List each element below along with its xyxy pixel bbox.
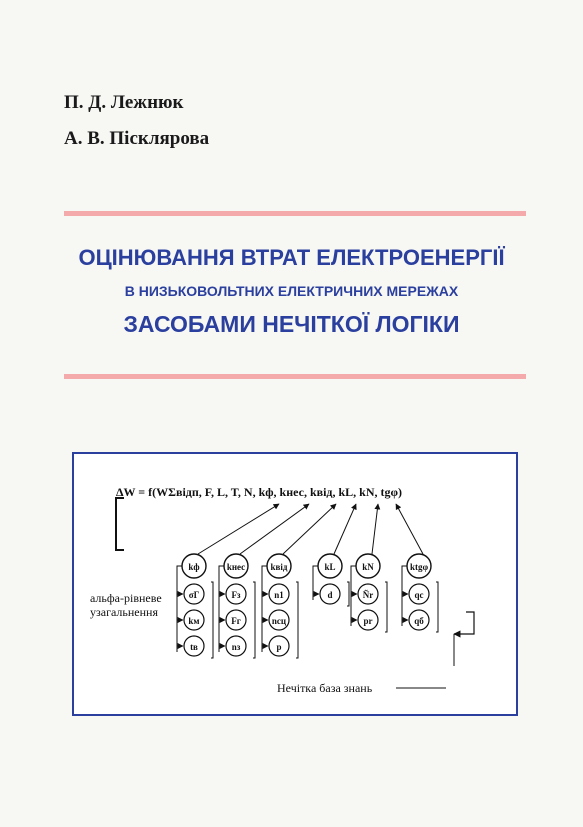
sub-node-label-1-0: Fз — [231, 590, 241, 600]
arrow-2 — [283, 504, 336, 554]
arrow-1 — [240, 504, 309, 554]
sub-node-label-0-0: σΓ — [188, 590, 200, 600]
bracket-0 — [177, 566, 182, 652]
sub-node-label-1-2: nз — [231, 642, 241, 652]
bracket-right-5 — [436, 582, 438, 632]
authors — [64, 92, 209, 164]
title-line-3: ЗАСОБАМИ НЕЧІТКОЇ ЛОГІКИ — [123, 311, 460, 337]
top-node-label-5: ktgφ — [409, 562, 429, 572]
arrow-3 — [334, 504, 356, 554]
sub-node-label-2-0: n1 — [274, 590, 284, 600]
arrow-0 — [198, 504, 279, 554]
arrow-4 — [372, 504, 378, 554]
bracket-right-1 — [253, 582, 255, 658]
formula-bracket — [116, 498, 124, 550]
sub-node-label-4-1: pr — [363, 616, 373, 626]
author-1: П. Д. Лежнюк — [64, 92, 184, 113]
sub-node-label-3-0: d — [327, 590, 333, 600]
bracket-5 — [402, 566, 407, 626]
sub-node-label-1-1: Fг — [231, 616, 241, 626]
bracket-right-0 — [211, 582, 213, 658]
bracket-4 — [351, 566, 356, 626]
top-node-label-2: kвід — [270, 562, 288, 572]
formula-text: ΔW = f(WΣвідп, F, L, T, N, kф, kнес, kвід, kL, kN, tgφ) — [116, 485, 402, 499]
sub-node-label-5-1: qб — [414, 616, 424, 626]
fuzzy-nodes — [177, 504, 438, 658]
top-node-label-0: kф — [188, 562, 200, 572]
cover-diagram — [72, 452, 518, 716]
top-node-label-1: kнес — [226, 562, 246, 572]
feedback-arrow — [454, 612, 474, 634]
bracket-right-3 — [347, 582, 349, 606]
diagram-svg — [74, 454, 516, 714]
bracket-3 — [313, 566, 318, 600]
arrow-5 — [396, 504, 423, 554]
title-line-2: В НИЗЬКОВОЛЬТНИХ ЕЛЕКТРИЧНИХ МЕРЕЖАХ — [124, 283, 459, 299]
sub-node-label-2-1: nсц — [271, 616, 287, 626]
label-alpha-level: альфа-рівневе — [90, 591, 162, 605]
sub-node-label-5-0: qс — [414, 590, 424, 600]
sub-node-label-2-2: p — [276, 642, 282, 652]
bracket-2 — [262, 566, 267, 652]
title-line-1: ОЦІНЮВАННЯ ВТРАТ ЕЛЕКТРОЕНЕРГІЇ — [78, 245, 505, 270]
bracket-1 — [219, 566, 224, 652]
label-generalization: узагальнення — [90, 605, 158, 619]
bottom-divider — [64, 374, 526, 379]
top-node-label-4: kN — [362, 562, 374, 572]
top-node-label-3: kL — [324, 562, 336, 572]
top-divider — [64, 211, 526, 216]
bracket-right-2 — [296, 582, 298, 658]
bracket-right-4 — [385, 582, 387, 632]
author-2: А. В. Пісклярова — [64, 128, 210, 149]
label-fuzzy-knowledge-base: Нечітка база знань — [277, 681, 373, 695]
sub-node-label-0-1: kм — [188, 616, 200, 626]
sub-node-label-4-0: Ñr — [362, 590, 374, 600]
sub-node-label-0-2: tв — [190, 642, 198, 652]
